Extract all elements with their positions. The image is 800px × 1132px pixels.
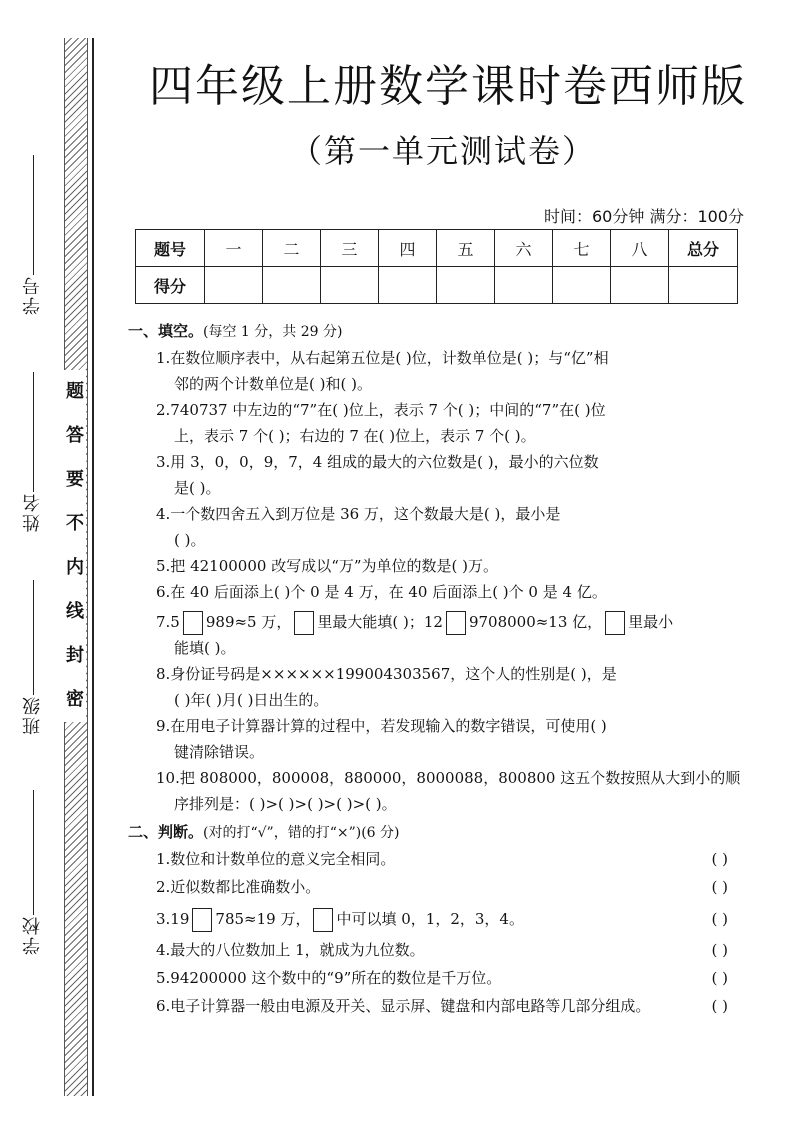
judge-text: 3.19 — [156, 910, 190, 928]
question-line: 6.在 40 后面添上( )个 0 是 4 万，在 40 后面添上( )个 0 是 4 亿。 — [156, 583, 607, 601]
question-item — [128, 501, 758, 553]
student-id-line — [33, 155, 34, 275]
binding-rail — [92, 38, 94, 1096]
question-item — [128, 765, 758, 817]
score-header-cell: 三 — [321, 230, 379, 267]
blank-box[interactable] — [294, 611, 314, 635]
question-line: 上，表示 7 个( )；右边的 7 在( )位上，表示 7 个( )。 — [174, 427, 536, 445]
blank-box[interactable] — [446, 611, 466, 635]
seal-char: 不 — [64, 502, 86, 546]
judge-item — [128, 937, 758, 963]
student-id-label: 学号 — [22, 275, 43, 315]
question-item — [128, 661, 758, 713]
score-header-cell: 二 — [263, 230, 321, 267]
school-label: 学校 — [22, 915, 43, 955]
student-id-field[interactable] — [8, 155, 58, 315]
question-item — [128, 345, 758, 397]
blank-box[interactable] — [183, 611, 203, 635]
binding-margin — [0, 0, 100, 1132]
school-field[interactable] — [8, 790, 58, 955]
question-text: 里最小 — [628, 613, 674, 631]
judge-item — [128, 906, 758, 932]
question-item — [128, 713, 758, 765]
school-line — [33, 790, 34, 915]
question-line: 9.在用电子计算器计算的过程中，若发现输入的数字错误，可使用( ) — [156, 717, 607, 735]
answer-paren[interactable]: ( ) — [711, 850, 728, 868]
name-label: 姓名 — [22, 492, 43, 532]
score-value-row — [136, 267, 738, 304]
blank-box[interactable] — [605, 611, 625, 635]
section-2-title: 二、判断。 — [128, 823, 204, 841]
question-line: 10.把 808000，800008，880000，8000088，800800 这五个数按照从大到小的顺 — [156, 769, 741, 787]
section-2-heading — [128, 819, 758, 846]
judge-text: 5.94200000 这个数中的“9”所在的数位是千万位。 — [156, 969, 502, 987]
judge-text: 785≈19 万， — [215, 910, 311, 928]
question-item — [128, 579, 758, 605]
question-item — [128, 609, 758, 661]
question-line: 3.用 3，0，0，9，7，4 组成的最大的六位数是( )，最小的六位数 — [156, 453, 599, 471]
seal-line-text — [64, 370, 86, 722]
exam-meta: 时间：60分钟 满分：100分 — [544, 207, 744, 226]
judge-text: 中可以填 0，1，2，3，4。 — [336, 910, 524, 928]
judge-item — [128, 993, 758, 1019]
question-body — [128, 318, 758, 1020]
question-line: 8.身份证号码是××××××199004303567，这个人的性别是( )，是 — [156, 665, 617, 683]
seal-char: 密 — [64, 678, 86, 722]
question-line: ( )。 — [174, 531, 206, 549]
score-header-cell: 题号 — [136, 230, 205, 267]
seal-char: 要 — [64, 458, 86, 502]
section-1-note: (每空 1 分，共 29 分) — [203, 324, 343, 340]
judge-text: 6.电子计算器一般由电源及开关、显示屏、键盘和内部电路等几部分组成。 — [156, 997, 651, 1015]
score-header-row — [136, 230, 738, 267]
seal-char: 内 — [64, 546, 86, 590]
score-header-cell: 七 — [553, 230, 611, 267]
answer-paren[interactable]: ( ) — [711, 878, 728, 896]
judge-list — [128, 846, 758, 1020]
judge-item — [128, 846, 758, 872]
score-header-cell: 一 — [205, 230, 263, 267]
judge-item — [128, 874, 758, 900]
score-cell[interactable] — [669, 267, 738, 304]
score-table — [135, 229, 738, 304]
class-line — [33, 580, 34, 695]
question-line: 5.把 42100000 改写成以“万”为单位的数是( )万。 — [156, 557, 499, 575]
section-2-note: (对的打“√”，错的打“×”)(6 分) — [203, 825, 400, 841]
judge-item — [128, 965, 758, 991]
seal-char: 线 — [64, 590, 86, 634]
name-field[interactable] — [8, 372, 58, 532]
question-line: 是( )。 — [174, 479, 221, 497]
class-label: 班级 — [22, 695, 43, 735]
class-field[interactable] — [8, 580, 58, 735]
score-header-cell: 八 — [611, 230, 669, 267]
score-cell[interactable] — [321, 267, 379, 304]
score-cell[interactable] — [379, 267, 437, 304]
exam-subtitle: （第一单元测试卷） — [289, 132, 596, 170]
section-1-title: 一、填空。 — [128, 322, 204, 340]
seal-char: 题 — [64, 370, 86, 414]
question-line: 邻的两个计数单位是( )和( )。 — [174, 375, 372, 393]
question-text: 7.5 — [156, 613, 180, 631]
score-cell[interactable] — [205, 267, 263, 304]
judge-text: 1.数位和计数单位的意义完全相同。 — [156, 850, 396, 868]
question-text: 989≈5 万， — [205, 613, 292, 631]
score-header-cell: 六 — [495, 230, 553, 267]
question-text: 里最大能填( )；12 — [317, 613, 443, 631]
score-row-label: 得分 — [136, 267, 205, 304]
score-cell[interactable] — [437, 267, 495, 304]
answer-paren[interactable]: ( ) — [711, 910, 728, 928]
score-header-cell: 五 — [437, 230, 495, 267]
answer-paren[interactable]: ( ) — [711, 997, 728, 1015]
score-header-cell: 四 — [379, 230, 437, 267]
question-line: 键清除错误。 — [174, 743, 265, 761]
blank-box[interactable] — [313, 908, 333, 932]
score-cell[interactable] — [611, 267, 669, 304]
question-line: 能填( )。 — [174, 639, 236, 657]
name-line — [33, 372, 34, 492]
seal-char: 答 — [64, 414, 86, 458]
question-line: 4.一个数四舍五入到万位是 36 万，这个数最大是( )，最小是 — [156, 505, 561, 523]
blank-box[interactable] — [192, 908, 212, 932]
judge-text: 4.最大的八位数加上 1，就成为九位数。 — [156, 941, 425, 959]
answer-paren[interactable]: ( ) — [711, 969, 728, 987]
score-cell[interactable] — [553, 267, 611, 304]
question-line: ( )年( )月( )日出生的。 — [174, 691, 329, 709]
question-line: 2.740737 中左边的“7”在( )位上，表示 7 个( )；中间的“7”在( )位 — [156, 401, 606, 419]
question-text: 9708000≈13 亿， — [468, 613, 603, 631]
question-item — [128, 449, 758, 501]
judge-text: 2.近似数都比准确数小。 — [156, 878, 321, 896]
answer-paren[interactable]: ( ) — [711, 941, 728, 959]
question-line: 序排列是：( )>( )>( )>( )>( )。 — [174, 795, 397, 813]
score-header-cell: 总分 — [669, 230, 738, 267]
score-cell[interactable] — [495, 267, 553, 304]
seal-char: 封 — [64, 634, 86, 678]
question-line: 1.在数位顺序表中，从右起第五位是( )位，计数单位是( )；与“亿”相 — [156, 349, 609, 367]
question-item — [128, 553, 758, 579]
section-1-heading — [128, 318, 758, 345]
question-item — [128, 397, 758, 449]
score-cell[interactable] — [263, 267, 321, 304]
exam-title: 四年级上册数学课时卷西师版 — [149, 61, 747, 112]
